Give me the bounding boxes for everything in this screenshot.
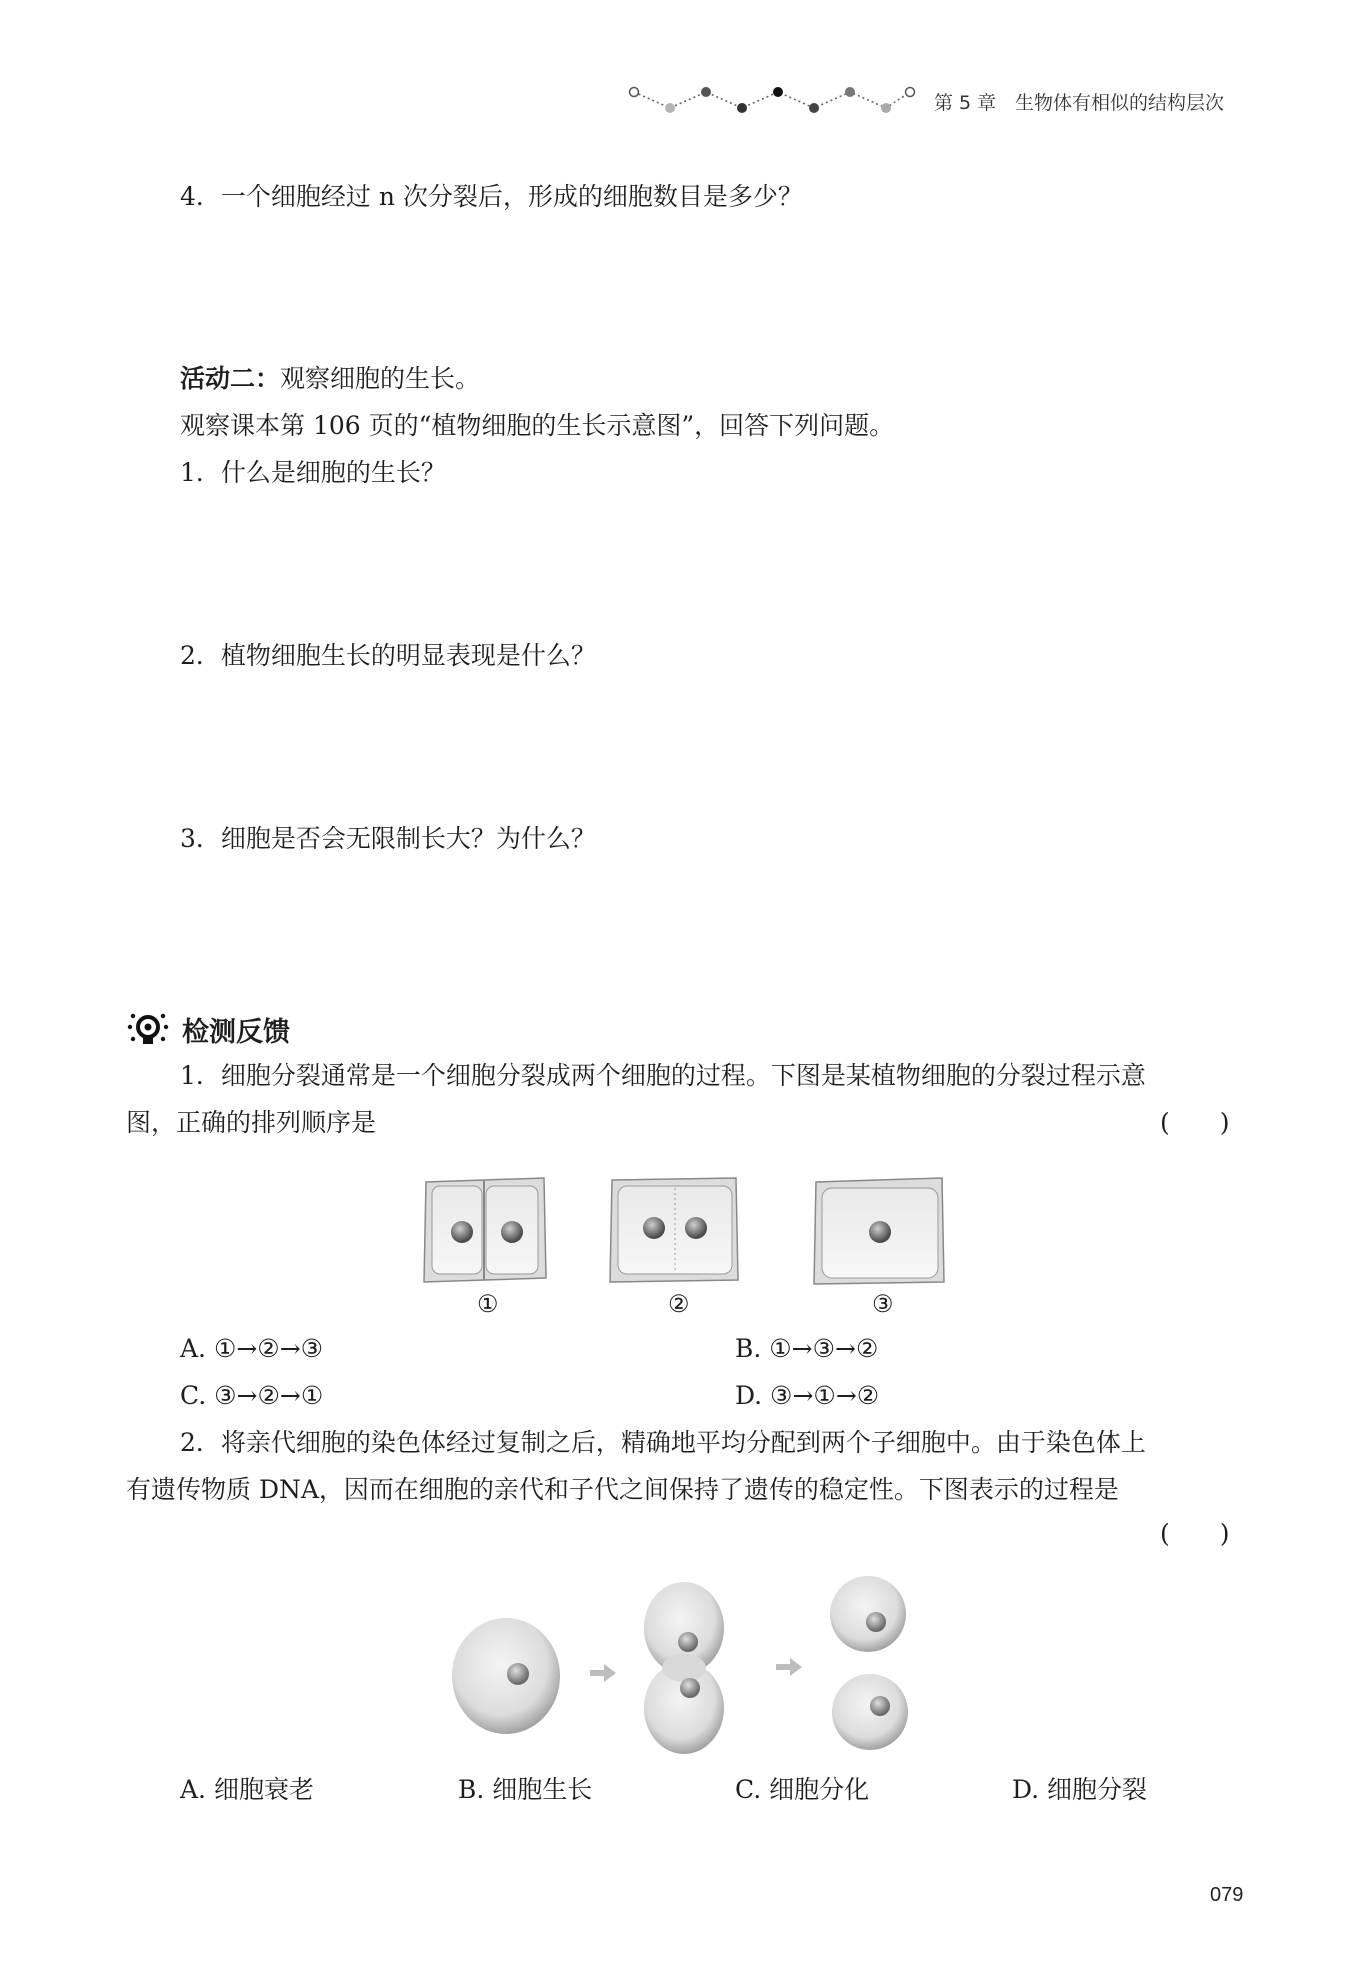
problem1-option-a[interactable]: A. ①→②→③ xyxy=(180,1334,324,1363)
animal-cell-dividing xyxy=(644,1582,724,1754)
problem1-option-d[interactable]: D. ③→①→② xyxy=(735,1381,880,1410)
arrow-right-icon xyxy=(590,1664,616,1682)
feedback-section-title: 检测反馈 xyxy=(182,1017,290,1048)
arrow-right-icon xyxy=(776,1658,802,1676)
problem2-option-a[interactable]: A. 细胞衰老 xyxy=(180,1775,314,1804)
activity2-title-rest: 观察细胞的生长。 xyxy=(280,364,481,393)
problem2-line2: 有遗传物质 DNA，因而在细胞的亲代和子代之间保持了遗传的稳定性。下图表示的过程是 xyxy=(126,1475,1119,1504)
activity2-question-1: 1．什么是细胞的生长？ xyxy=(180,458,446,487)
plant-cell-2 xyxy=(610,1178,738,1282)
page-number: 079 xyxy=(1210,1884,1244,1906)
activity2-question-3: 3．细胞是否会无限制长大？为什么？ xyxy=(180,824,596,853)
lightbulb-icon xyxy=(124,1010,172,1048)
chapter-number: 第 5 章 xyxy=(934,92,997,114)
problem1-line1: 1．细胞分裂通常是一个细胞分裂成两个细胞的过程。下图是某植物细胞的分裂过程示意 xyxy=(180,1061,1146,1090)
problem1-option-b[interactable]: B. ①→③→② xyxy=(735,1334,879,1363)
problem1-answer-blank: ( ) xyxy=(1160,1108,1230,1137)
problem2-option-b[interactable]: B. 细胞生长 xyxy=(458,1775,593,1804)
problem2-option-d[interactable]: D. 细胞分裂 xyxy=(1012,1775,1148,1804)
animal-cell-daughter-top xyxy=(830,1576,906,1652)
activity2-heading xyxy=(180,362,480,396)
chapter-header-ornament xyxy=(628,82,916,116)
problem2-answer-blank: ( ) xyxy=(1160,1519,1230,1548)
problem2-line1: 2．将亲代细胞的染色体经过复制之后，精确地平均分配到两个子细胞中。由于染色体上 xyxy=(180,1428,1146,1457)
problem1-option-c[interactable]: C. ③→②→① xyxy=(180,1381,324,1410)
animal-cell-single xyxy=(452,1618,560,1734)
activity2-intro: 观察课本第 106 页的“植物细胞的生长示意图”，回答下列问题。 xyxy=(180,411,895,440)
problem2-option-c[interactable]: C. 细胞分化 xyxy=(735,1775,870,1804)
problem1-line2: 图，正确的排列顺序是 xyxy=(126,1108,377,1137)
figure1-label-2: ② xyxy=(668,1290,690,1318)
chapter-title: 生物体有相似的结构层次 xyxy=(1015,92,1225,114)
activity2-title: 活动二： xyxy=(180,364,281,393)
plant-cell-3 xyxy=(814,1178,944,1284)
figure1-label-3: ③ xyxy=(872,1290,894,1318)
figure1-label-1: ① xyxy=(477,1290,499,1318)
plant-cell-division-figure xyxy=(420,1170,950,1290)
animal-cell-daughter-bottom xyxy=(832,1674,908,1750)
plant-cell-1 xyxy=(424,1178,546,1282)
animal-cell-division-figure xyxy=(450,1570,920,1760)
activity2-question-2: 2．植物细胞生长的明显表现是什么？ xyxy=(180,641,596,670)
question-4: 4．一个细胞经过 n 次分裂后，形成的细胞数目是多少？ xyxy=(180,182,803,211)
